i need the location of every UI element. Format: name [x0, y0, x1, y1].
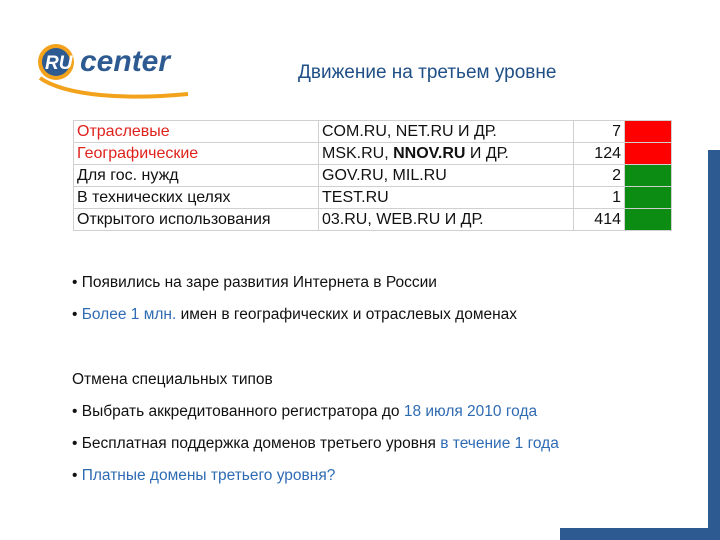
bullet-count: • Более 1 млн. имен в географических и отраслевых доменах [72, 306, 518, 323]
status-cell-red [625, 121, 672, 143]
logo-swoosh [40, 78, 188, 97]
table-row [74, 209, 672, 231]
row-name: Отраслевые [74, 121, 319, 143]
bullet-registrar: • Выбрать аккредитованного регистратора до 18 июля 2010 года [72, 403, 538, 420]
decorative-bar-bottom [560, 528, 720, 540]
logo-badge-text: RU [45, 53, 73, 74]
row-count: 124 [574, 143, 625, 165]
status-cell-red [625, 143, 672, 165]
logo-word: center [80, 45, 171, 78]
bullet-free-support: • Бесплатная поддержка доменов третьего уровня в течение 1 года [72, 435, 559, 452]
status-cell-green [625, 209, 672, 231]
row-count: 2 [574, 165, 625, 187]
table-row [74, 187, 672, 209]
bullet-history: • Появились на заре развития Интернета в России [72, 274, 437, 291]
row-count: 7 [574, 121, 625, 143]
row-count: 1 [574, 187, 625, 209]
row-name: В технических целях [74, 187, 319, 209]
row-domains: GOV.RU, MIL.RU [319, 165, 574, 187]
table-row [74, 165, 672, 187]
status-cell-green [625, 165, 672, 187]
row-count: 414 [574, 209, 625, 231]
table-row [74, 121, 672, 143]
row-name: Открытого использования [74, 209, 319, 231]
domain-types-table [73, 120, 672, 231]
slide-title: Движение на третьем уровне [298, 62, 557, 83]
row-domains: 03.RU, WEB.RU И ДР. [319, 209, 574, 231]
section-heading: Отмена специальных типов [72, 371, 273, 388]
ru-center-logo [36, 38, 196, 102]
decorative-bar-right [708, 150, 720, 540]
table-row [74, 143, 672, 165]
row-name: Для гос. нужд [74, 165, 319, 187]
row-domains: TEST.RU [319, 187, 574, 209]
row-domains: COM.RU, NET.RU И ДР. [319, 121, 574, 143]
row-name: Географические [74, 143, 319, 165]
bullet-paid-domains: • Платные домены третьего уровня? [72, 467, 336, 484]
status-cell-green [625, 187, 672, 209]
row-domains: MSK.RU, NNOV.RU И ДР. [319, 143, 574, 165]
